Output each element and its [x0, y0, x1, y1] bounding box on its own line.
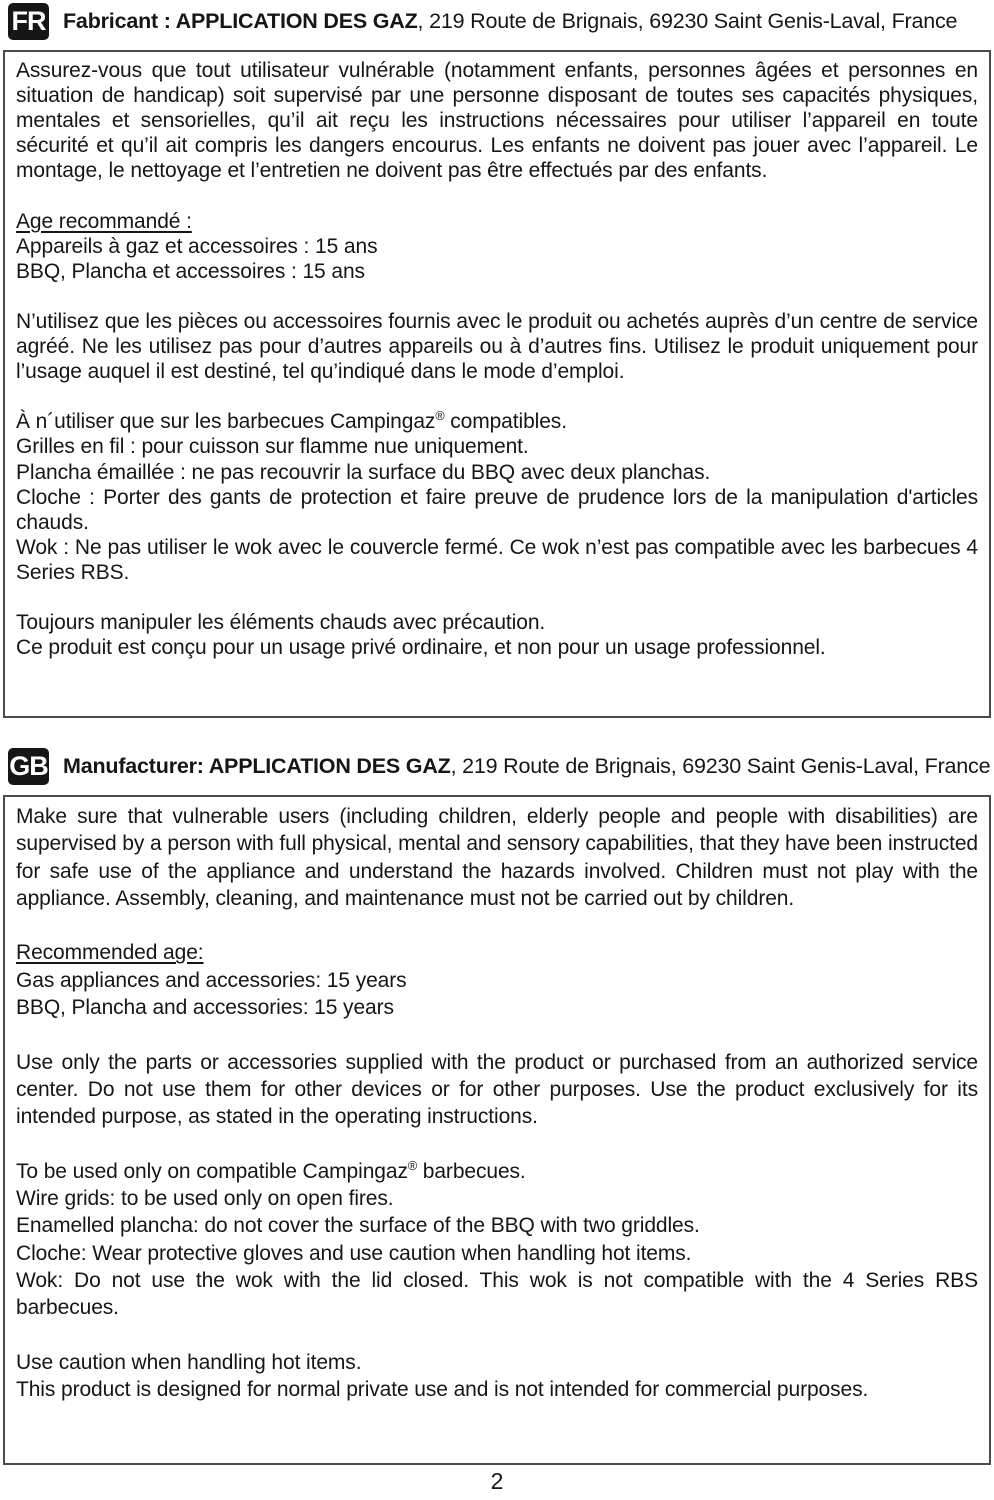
gb-language-badge: GB — [8, 748, 49, 785]
paragraph: Cloche: Wear protective gloves and use caution when handling hot items. — [16, 1241, 692, 1265]
paragraph: Wok : Ne pas utiliser le wok avec le couvercle fermé. Ce wok n’est pas compatible avec les barbecues 4 Series RBS. — [16, 535, 978, 584]
paragraph: N’utilisez que les pièces ou accessoires fournis avec le produit ou achetés auprès d’un centre de service agréé. Ne les utilisez pas pour d’autres appareils ou à d’autres fins. Utilisez le produit uniquement pour l’usage auquel il est destiné, tel qu’indiqué dans le mode d’emploi. — [16, 309, 978, 384]
spacer — [16, 1021, 978, 1048]
gb-header-row — [8, 746, 990, 786]
paragraph: Assurez-vous que tout utilisateur vulnérable (notamment enfants, personnes âgées et personnes en situation de handicap) soit supervisé par une personne disposant de toutes ses capacités physiques, mentales et sensorielles, qu’il ait reçu les instructions nécessaires pour utiliser l’appareil en toute sécurité et qu’il ait compris les dangers encourus. Les enfants ne doivent pas jouer avec l’appareil. Le montage, le nettoyage et l’entretien ne doivent pas être effectués par des enfants. — [16, 59, 978, 183]
paragraph: Ce produit est conçu pour un usage privé ordinaire, et non pour un usage professionnel. — [16, 636, 826, 660]
fr-manufacturer-address: , 219 Route de Brignais, 69230 Saint Genis-Laval, France — [417, 8, 958, 33]
spacer — [16, 912, 978, 939]
underlined-heading: Recommended age: — [16, 941, 204, 965]
fr-manufacturer-line — [63, 9, 957, 34]
gb-manufacturer-name: Manufacturer: APPLICATION DES GAZ — [63, 753, 451, 778]
fr-header-row — [8, 1, 990, 41]
paragraph: Appareils à gaz et accessoires : 15 ans — [16, 234, 378, 258]
registered-trademark-symbol: ® — [435, 409, 445, 424]
registered-trademark-symbol: ® — [407, 1158, 418, 1173]
gb-notice-box — [3, 795, 991, 1465]
paragraph: Enamelled plancha: do not cover the surface of the BBQ with two griddles. — [16, 1214, 700, 1238]
page-number: 2 — [490, 1468, 504, 1494]
fr-notice-box — [3, 50, 991, 718]
paragraph: Toujours manipuler les éléments chauds avec précaution. — [16, 611, 546, 635]
paragraph: Wire grids: to be used only on open fires. — [16, 1187, 394, 1211]
fr-language-badge: FR — [8, 3, 49, 40]
fr-manufacturer-name: Fabricant : APPLICATION DES GAZ — [63, 8, 418, 33]
spacer — [16, 1131, 978, 1158]
spacer — [16, 384, 978, 409]
spacer — [16, 183, 978, 208]
paragraph: Cloche : Porter des gants de protection et faire preuve de prudence lors de la manipulation d'articles chauds. — [16, 485, 978, 534]
paragraph: À n´utiliser que sur les barbecues Campingaz® compatibles. — [16, 409, 567, 434]
spacer — [16, 585, 978, 610]
paragraph: Wok: Do not use the wok with the lid closed. This wok is not compatible with the 4 Series RBS barbecues. — [16, 1269, 978, 1320]
paragraph: Grilles en fil : pour cuisson sur flamme nue uniquement. — [16, 435, 529, 459]
paragraph: Use caution when handling hot items. — [16, 1350, 362, 1374]
paragraph: BBQ, Plancha and accessories: 15 years — [16, 996, 394, 1020]
paragraph: Gas appliances and accessories: 15 years — [16, 968, 407, 992]
paragraph: BBQ, Plancha et accessoires : 15 ans — [16, 259, 365, 283]
paragraph: Plancha émaillée : ne pas recouvrir la surface du BBQ avec deux planchas. — [16, 460, 711, 484]
gb-manufacturer-address: , 219 Route de Brignais, 69230 Saint Genis-Laval, France — [450, 753, 991, 778]
paragraph: Use only the parts or accessories supplied with the product or purchased from an authorized service center. Do not use them for other devices or for other purposes. Use the product exclusively for its intended purpose, as stated in the operating instructions. — [16, 1050, 978, 1129]
spacer — [16, 284, 978, 309]
paragraph: Make sure that vulnerable users (including children, elderly people and people with disabilities) are supervised by a person with full physical, mental and sensory capabilities, that they have been instructed for safe use of the appliance and understand the hazards involved. Children must not play with the appliance. Assembly, cleaning, and maintenance must not be carried out by children. — [16, 805, 978, 910]
paragraph: This product is designed for normal private use and is not intended for commercial purposes. — [16, 1378, 869, 1402]
spacer — [16, 1322, 978, 1349]
paragraph: To be used only on compatible Campingaz® barbecues. — [16, 1158, 526, 1183]
underlined-heading: Age recommandé : — [16, 209, 192, 233]
gb-manufacturer-line — [63, 754, 990, 779]
